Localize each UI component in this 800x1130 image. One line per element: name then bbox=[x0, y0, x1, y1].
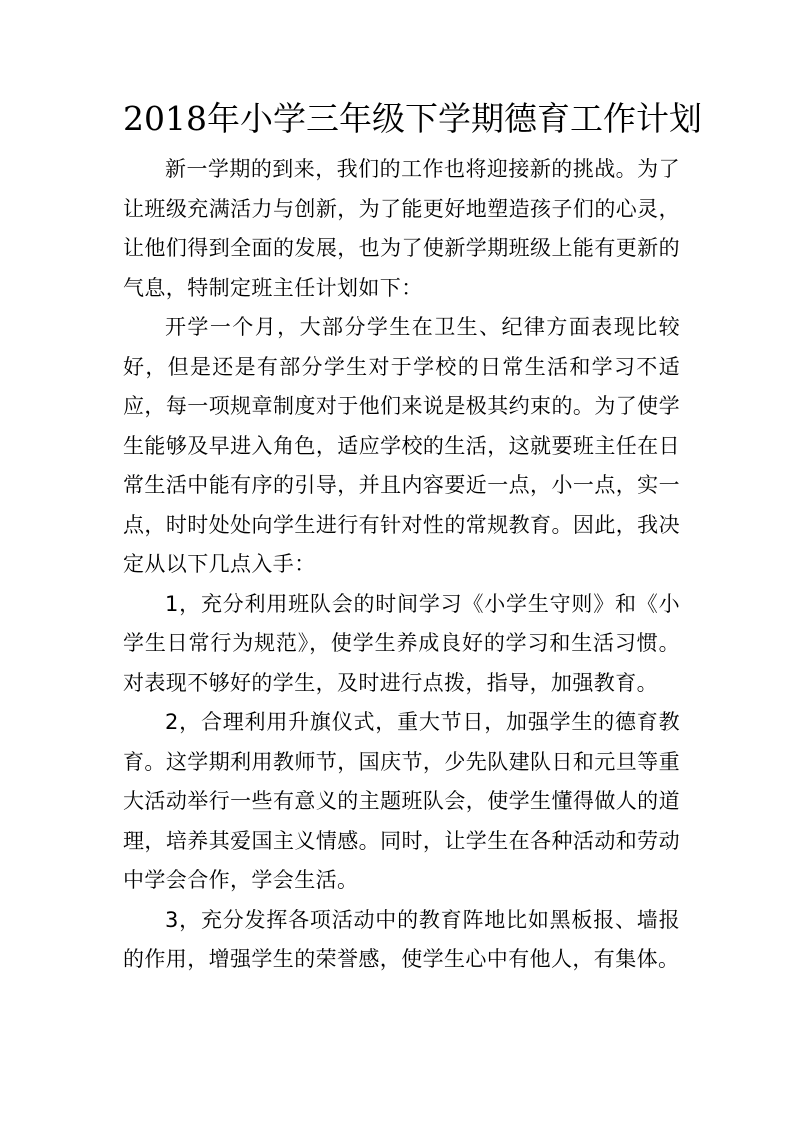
document-body bbox=[123, 150, 680, 980]
paragraph-point-1: 1，充分利用班队会的时间学习《小学生守则》和《小学生日常行为规范》，使学生养成良好的学习和生活习惯。对表现不够好的学生，及时进行点拨，指导，加强教育。 bbox=[123, 591, 680, 695]
paragraph-point-2: 2，合理利用升旗仪式，重大节日，加强学生的德育教育。这学期利用教师节，国庆节，少先队建队日和元旦等重大活动举行一些有意义的主题班队会，使学生懂得做人的道理，培养其爱国主义情感。同时，让学生在各种活动和劳动中学会合作，学会生活。 bbox=[123, 710, 680, 892]
document-title: 2018年小学三年级下学期德育工作计划 bbox=[123, 99, 702, 138]
paragraph-point-3: 3，充分发挥各项活动中的教育阵地比如黑板报、墙报的作用，增强学生的荣誉感，使学生心中有他人，有集体。 bbox=[123, 907, 680, 971]
paragraph-background: 开学一个月，大部分学生在卫生、纪律方面表现比较好，但是还是有部分学生对于学校的日常生活和学习不适应，每一项规章制度对于他们来说是极其约束的。为了使学生能够及早进入角色，适应学校的生活，这就要班主任在日常生活中能有序的引导，并且内容要近一点，小一点，实一点，时时处处向学生进行有针对性的常规教育。因此，我决定从以下几点入手： bbox=[123, 315, 680, 576]
paragraph-intro: 新一学期的到来，我们的工作也将迎接新的挑战。为了让班级充满活力与创新，为了能更好地塑造孩子们的心灵，让他们得到全面的发展，也为了使新学期班级上能有更新的气息，特制定班主任计划如下： bbox=[123, 157, 680, 300]
